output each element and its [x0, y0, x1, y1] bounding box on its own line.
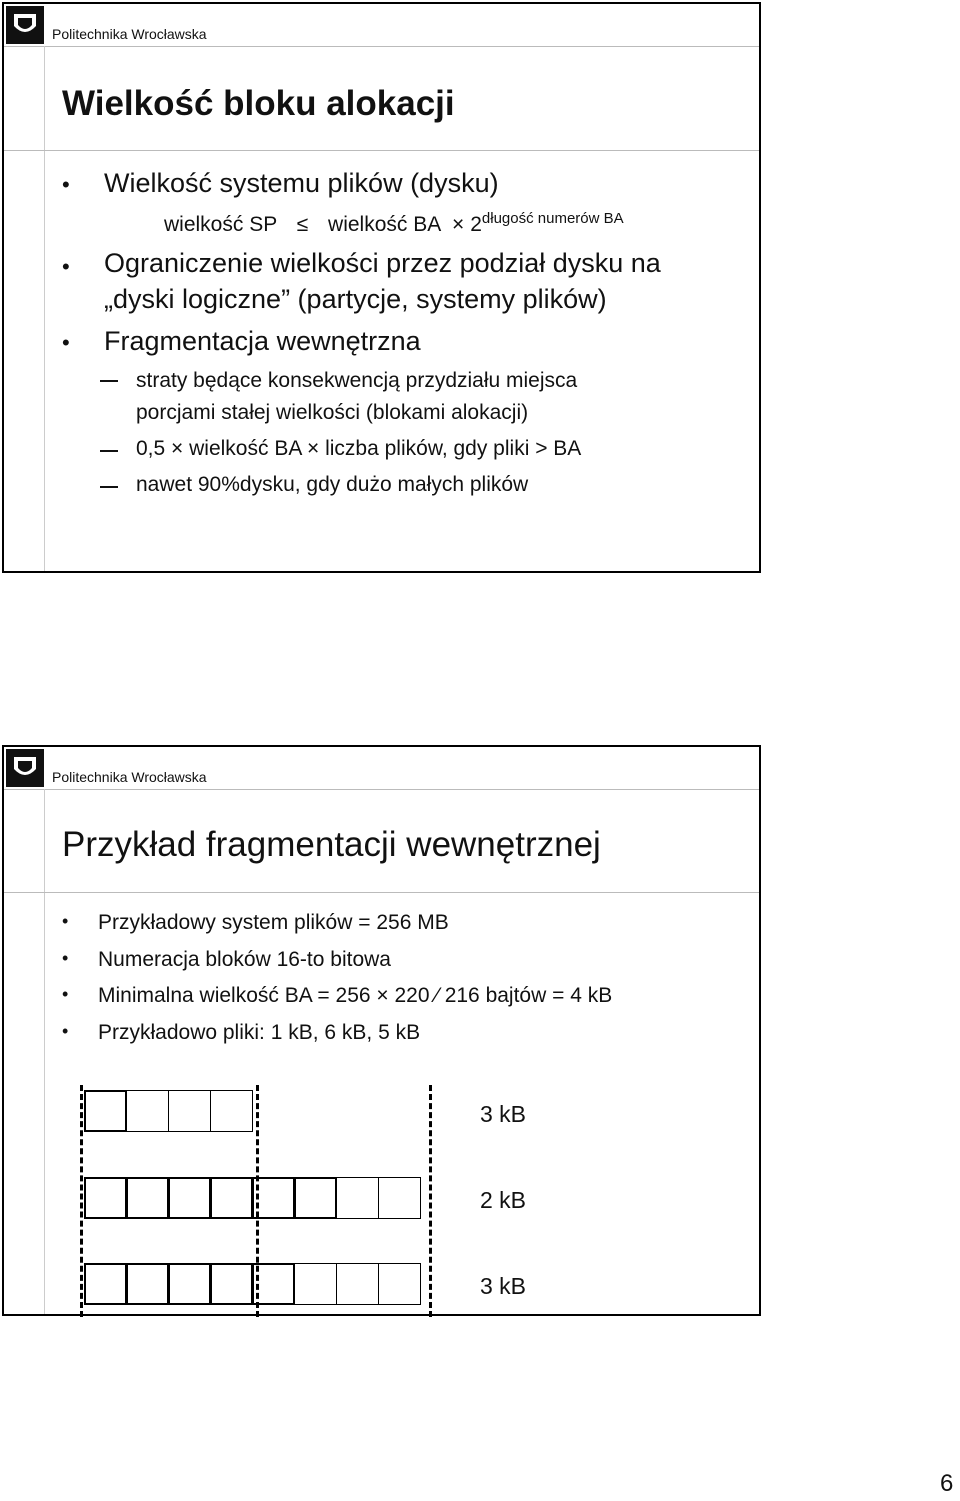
slide-internal-fragmentation-example: [2, 745, 761, 1316]
file-blocks-row-3: [84, 1263, 421, 1305]
vertical-divider: [44, 46, 45, 571]
block-cell: [84, 1090, 127, 1132]
bullet-icon: •: [62, 948, 69, 968]
bullet-min-ba: Minimalna wielkość BA = 256 × 220 ⁄ 216 bajtów = 4 kB: [98, 984, 613, 1007]
block-cell: [210, 1263, 253, 1305]
sub-losses-line1: straty będące konsekwencją przydziału miejsca: [136, 369, 578, 392]
block-cell: [336, 1263, 379, 1305]
slide-block-allocation-size: [2, 2, 761, 573]
file-blocks-row-2: [84, 1177, 421, 1219]
times-icon: ×: [451, 213, 465, 236]
sub-waste-formula: 0,5 × wielkość BA × liczba plików, gdy pliki > BA: [136, 437, 582, 460]
block-boundary-dashed-right: [429, 1085, 432, 1317]
block-cell: [168, 1263, 211, 1305]
title-rule: [4, 150, 759, 151]
formula: [164, 210, 624, 236]
bullet-internal-fragmentation: Fragmentacja wewnętrzna: [104, 326, 421, 356]
block-cell: [378, 1263, 421, 1305]
university-name: Politechnika Wrocławska: [52, 26, 207, 42]
dash-icon: [100, 380, 118, 382]
block-boundary-dashed-left: [80, 1085, 83, 1317]
bullet-icon: •: [62, 172, 70, 197]
slide-header: [4, 747, 759, 790]
le-icon: ≤: [296, 213, 309, 236]
bullet-icon: •: [62, 984, 69, 1004]
sub-losses-line2: porcjami stałej wielkości (blokami alokacji): [136, 401, 529, 424]
university-logo-icon: [6, 749, 44, 787]
title-rule: [4, 892, 759, 893]
block-cell: [84, 1177, 127, 1219]
sub-up-to-90: nawet 90%dysku, gdy dużo małych plików: [136, 473, 529, 496]
block-cell: [168, 1090, 211, 1132]
block-cell: [210, 1090, 253, 1132]
university-logo-icon: [6, 6, 44, 44]
formula-lhs: wielkość SP: [164, 213, 277, 236]
block-cell: [126, 1263, 169, 1305]
formula-exponent: długość numerów BA: [481, 210, 624, 227]
block-cell: [84, 1263, 127, 1305]
block-cell: [294, 1263, 337, 1305]
block-cell: [168, 1177, 211, 1219]
block-cell: [126, 1090, 169, 1132]
block-cell: [378, 1177, 421, 1219]
bullet-icon: •: [62, 911, 69, 931]
waste-label-row-2: 2 kB: [480, 1187, 527, 1213]
bullet-icon: •: [62, 254, 70, 279]
block-cell: [294, 1177, 337, 1219]
bullet-block-numbering: Numeracja bloków 16-to bitowa: [98, 948, 391, 971]
formula-ba: wielkość BA: [328, 213, 441, 236]
page-number: 6: [940, 1470, 954, 1497]
formula-base: 2: [470, 213, 482, 236]
dash-icon: [100, 450, 118, 452]
bullet-filesystem-size: Wielkość systemu plików (dysku): [104, 168, 499, 198]
bullet-example-files: Przykładowo pliki: 1 kB, 6 kB, 5 kB: [98, 1021, 421, 1044]
bullet-example-fs: Przykładowy system plików = 256 MB: [98, 911, 449, 934]
waste-label-row-3: 3 kB: [480, 1273, 527, 1299]
slide-header: [4, 4, 759, 47]
bullet-partitioning-line2: „dyski logiczne” (partycje, systemy plików): [104, 284, 607, 314]
vertical-divider: [44, 789, 45, 1314]
bullet-icon: •: [62, 330, 70, 355]
block-cell: [210, 1177, 253, 1219]
block-cell: [336, 1177, 379, 1219]
dash-icon: [100, 486, 118, 488]
block-boundary-dashed-mid: [256, 1085, 259, 1317]
slide-title: Przykład fragmentacji wewnętrznej: [62, 825, 601, 864]
block-cell: [126, 1177, 169, 1219]
university-name: Politechnika Wrocławska: [52, 769, 207, 785]
bullet-icon: •: [62, 1021, 69, 1041]
slide-title: Wielkość bloku alokacji: [62, 84, 455, 123]
bullet-partitioning-line1: Ograniczenie wielkości przez podział dysku na: [104, 248, 661, 278]
file-blocks-row-1: [84, 1090, 253, 1132]
waste-label-row-1: 3 kB: [480, 1101, 527, 1127]
